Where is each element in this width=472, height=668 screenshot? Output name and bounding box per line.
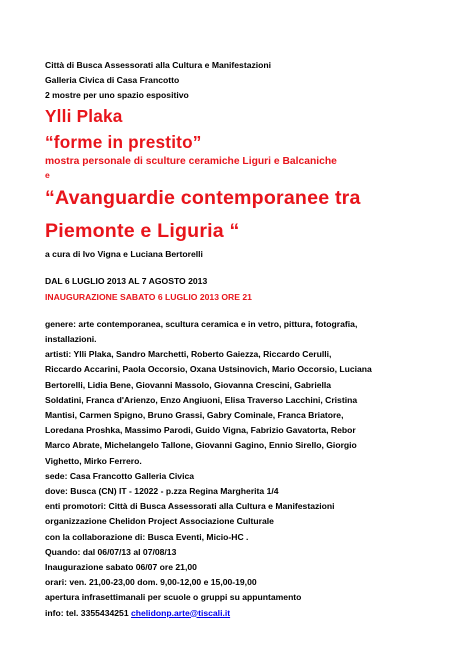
opening-date: INAUGURAZIONE SABATO 6 LUGLIO 2013 ORE 21 bbox=[45, 291, 252, 302]
exhibit2-title-line1: “Avanguardie contemporanee tra bbox=[45, 187, 361, 210]
organization: organizzazione Chelidon Project Associazione Culturale bbox=[45, 516, 274, 527]
opening-hours: orari: ven. 21,00-23,00 dom. 9,00-12,00 e 15,00-19,00 bbox=[45, 577, 257, 588]
exhibit2-curators: a cura di Ivo Vigna e Luciana Bertorelli bbox=[45, 249, 203, 260]
artists-line-8: Vighetto, Mirko Ferrero. bbox=[45, 455, 142, 466]
address: dove: Busca (CN) IT - 12022 - p.zza Regina Margherita 1/4 bbox=[45, 485, 279, 496]
inauguration: Inaugurazione sabato 06/07 ore 21,00 bbox=[45, 561, 197, 572]
contact-phone: info: tel. 3355434251 bbox=[45, 607, 131, 618]
exhibit1-artist: Ylli Plaka bbox=[45, 105, 123, 126]
email-link[interactable]: chelidonp.arte@tiscali.it bbox=[130, 607, 231, 618]
header-tagline: 2 mostre per uno spazio espositivo bbox=[45, 90, 189, 101]
exhibit1-title: “forme in prestito” bbox=[45, 131, 202, 152]
promoters: enti promotori: Città di Busca Assessorati alla Cultura e Manifestazioni bbox=[45, 501, 335, 512]
exhibit2-title-line2: Piemonte e Liguria “ bbox=[45, 220, 240, 243]
artists-line-7: Marco Abrate, Michelangelo Tallone, Giovanni Gagino, Ennio Sirello, Giorgio bbox=[45, 440, 357, 451]
genre-line-1: genere: arte contemporanea, scultura ceramica e in vetro, pittura, fotografia, bbox=[45, 318, 358, 329]
collaboration: con la collaborazione di: Busca Eventi, Micio-HC . bbox=[45, 531, 249, 542]
artists-line-4: Soldatini, Franca d'Arienzo, Enzo Angiuoni, Elisa Traverso Lacchini, Cristina bbox=[45, 394, 358, 405]
weekday-opening: apertura infrasettimanali per scuole o gruppi su appuntamento bbox=[45, 592, 302, 603]
artists-line-2: Riccardo Accarini, Paola Occorsio, Oxana Ustsinovich, Mario Occorsio, Luciana bbox=[45, 364, 372, 375]
artists-line-6: Loredana Proshka, Massimo Parodi, Guido Vigna, Fabrizio Gavatorta, Rebor bbox=[45, 425, 356, 436]
document-body bbox=[45, 58, 445, 621]
artists-line-1: artisti: Ylli Plaka, Sandro Marchetti, Roberto Gaiezza, Riccardo Cerulli, bbox=[45, 349, 332, 360]
contact-info bbox=[45, 606, 445, 621]
when: Quando: dal 06/07/13 al 07/08/13 bbox=[45, 546, 177, 557]
artists-line-3: Bertorelli, Lidia Bene, Giovanni Massolo, Giovanna Crescini, Gabriella bbox=[45, 379, 332, 390]
exhibit-conjunction: e bbox=[45, 170, 50, 181]
genre-line-2: installazioni. bbox=[45, 333, 97, 344]
header-organizer: Città di Busca Assessorati alla Cultura e Manifestazioni bbox=[45, 60, 272, 70]
artists-line-5: Mantisi, Carmen Spigno, Bruno Grassi, Gabry Cominale, Franca Briatore, bbox=[45, 409, 344, 420]
date-range: DAL 6 LUGLIO 2013 AL 7 AGOSTO 2013 bbox=[45, 276, 208, 287]
exhibit1-subtitle: mostra personale di sculture ceramiche Liguri e Balcaniche bbox=[45, 155, 337, 167]
header-gallery: Galleria Civica di Casa Francotto bbox=[45, 75, 180, 86]
venue: sede: Casa Francotto Galleria Civica bbox=[45, 470, 195, 481]
